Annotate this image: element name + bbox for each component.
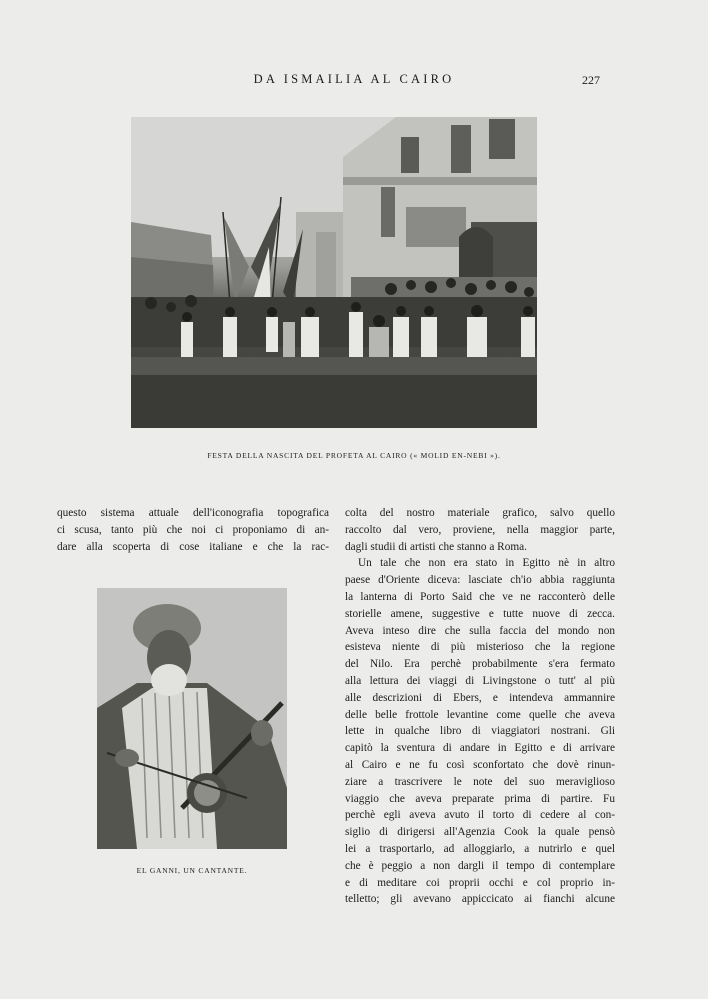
text-line: colta del nostro materiale grafico, salvo quello: [345, 507, 615, 519]
left-text-column: [57, 505, 329, 555]
text-line: perchè egli aveva avuto il torto di cedere al con-: [345, 809, 616, 822]
text-line: esisteva niente di più misterioso che la regione: [345, 641, 615, 654]
text-line: dare alla scoperta di cose italiane e che la rac-: [57, 540, 330, 553]
text-line: la lanterna di Porto Said che ve ne racconterò delle: [345, 590, 615, 603]
text-line: al Cairo e ne fu così sconfortato che dovè rinun-: [345, 758, 615, 771]
text-line: capitò la sventura di andare in Egitto e di arrivare: [345, 742, 615, 755]
text-line: telletto; gli avevano appiccicato ai fianchi alcune: [345, 893, 615, 906]
text-line: e di meditare coi proprii occhi e col proprio in-: [345, 876, 615, 889]
page-number: 227: [582, 73, 600, 87]
text-line: siglio di dirigersi all'Agenzia Cook la quale pensò: [345, 826, 615, 839]
text-line: storielle amene, suggestive e tutte nuove di zecca.: [345, 607, 615, 620]
text-line: dagli studii di artisti che stanno a Roma.: [345, 540, 527, 553]
text-line: ci scusa, tanto più che noi ci proponiamo di an-: [57, 523, 330, 536]
text-line: paese d'Oriente diceva: lasciate ch'io abbia raggiunta: [345, 574, 616, 587]
text-line: Aveva inteso dire che sulla faccia del mondo non: [345, 624, 615, 637]
text-line: ziare a trascrivere le note del suo meraviglioso: [345, 775, 615, 788]
text-line: questo sistema attuale dell'iconografia topografica: [57, 507, 329, 519]
portrait-caption: EL GANNI, UN CANTANTE.: [136, 866, 248, 875]
text-line: lette in qualche libro di viaggiatori nostrani. Gli: [345, 725, 616, 738]
text-line: lei a trasportarlo, ad alloggiarlo, a nutrirlo e quel: [345, 842, 615, 855]
top-figure-caption: FESTA DELLA NASCITA DEL PROFETA AL CAIRO (« MOLID EN-NEBI »).: [207, 451, 501, 460]
text-line: viaggio che aveva preparate prima di partire. Fu: [345, 792, 615, 805]
text-line: alle descrizioni di Ebers, e intendeva ammannire: [345, 691, 615, 704]
festival-photograph: [131, 117, 537, 428]
text-line: alla lettura dei viaggi di Livingstone o tutt' al più: [345, 674, 616, 687]
singer-portrait-photograph: [97, 588, 287, 849]
running-title: DA ISMAILIA AL CAIRO: [253, 72, 455, 86]
text-line: che è peggio a non dargli il tempo di contemplare: [345, 859, 615, 872]
text-line: delle belle frottole levantine come quelle che aveva: [345, 708, 616, 721]
text-line: raccolto dal vero, proviene, nella maggior parte,: [345, 523, 615, 536]
text-line: del Nilo. Era perchè probabilmente s'era fermato: [345, 658, 616, 671]
right-text-column: [345, 505, 615, 908]
text-line: Un tale che non era stato in Egitto nè in altro: [358, 557, 615, 570]
